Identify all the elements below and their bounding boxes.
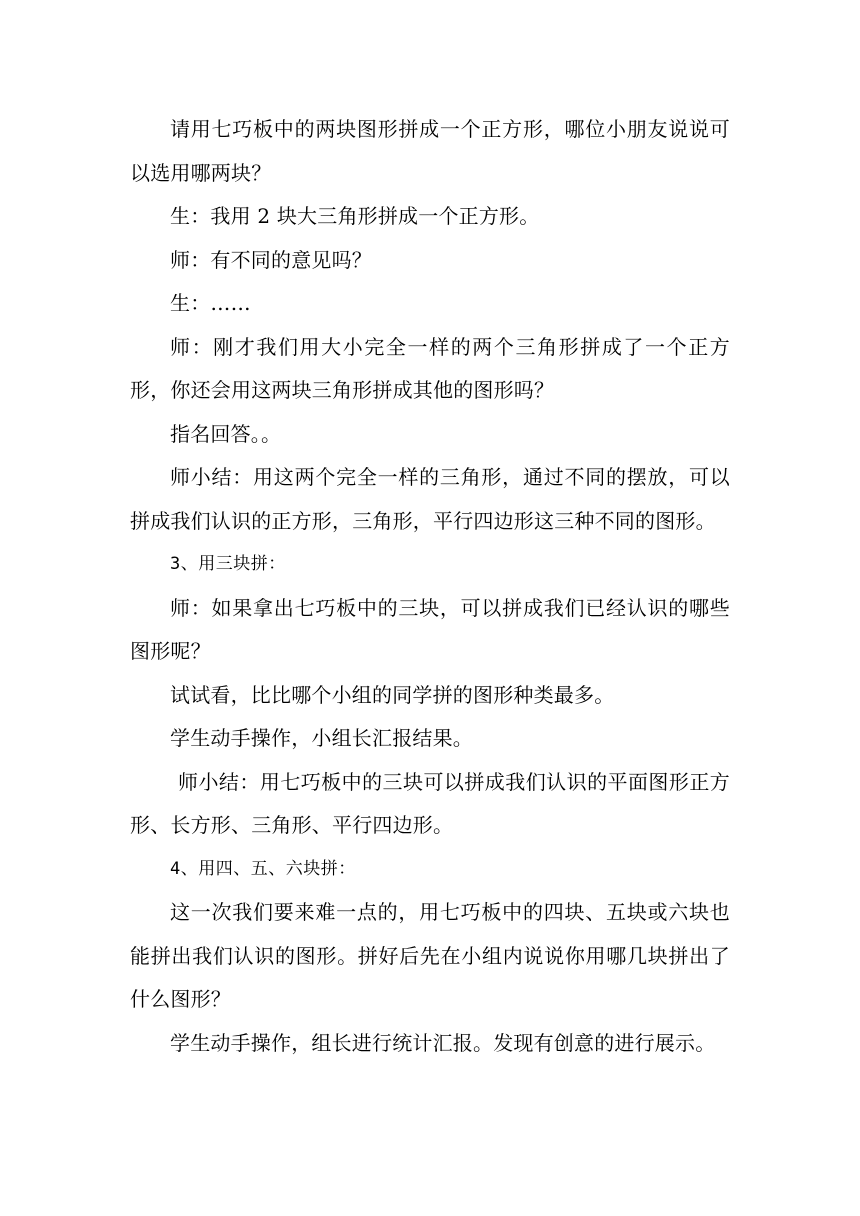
paragraph-question: 请用七巧板中的两块图形拼成一个正方形，哪位小朋友说说可以选用哪两块？ <box>130 117 730 185</box>
paragraph-student-answer-1: 生：我用 2 块大三角形拼成一个正方形。 <box>170 204 540 228</box>
paragraph-call-on: 指名回答。。 <box>170 421 282 446</box>
paragraph-student-answer-2: 生：…… <box>170 291 251 315</box>
document-body <box>130 108 730 1065</box>
section-heading-three-pieces: 3、用三块拼： <box>170 554 286 574</box>
paragraph-summary-2: 师小结：用七巧板中的三块可以拼成我们认识的平面图形正方形、长方形、三角形、平行四边形。 <box>130 769 730 837</box>
section-heading-four-five-six: 4、用四、五、六块拼： <box>170 858 356 879</box>
paragraph-teacher-ask-1: 师：有不同的意见吗？ <box>170 247 372 272</box>
paragraph-teacher-ask-3: 师：如果拿出七巧板中的三块，可以拼成我们已经认识的哪些图形呢？ <box>130 595 730 663</box>
paragraph-summary-1: 师小结：用这两个完全一样的三角形，通过不同的摆放，可以拼成我们认识的正方形，三角形，平行四边形这三种不同的图形。 <box>130 465 730 533</box>
paragraph-student-operate-2: 学生动手操作，组长进行统计汇报。发现有创意的进行展示。 <box>170 1030 716 1055</box>
paragraph-teacher-ask-2: 师：刚才我们用大小完全一样的两个三角形拼成了一个正方形，你还会用这两块三角形拼成其他的图形吗？ <box>130 334 730 402</box>
paragraph-try: 试试看，比比哪个小组的同学拼的图形种类最多。 <box>170 682 615 707</box>
paragraph-harder-task: 这一次我们要来难一点的，用七巧板中的四块、五块或六块也能拼出我们认识的图形。拼好后先在小组内说说你用哪几块拼出了什么图形？ <box>130 900 730 1011</box>
paragraph-student-operate-1: 学生动手操作，小组长汇报结果。 <box>170 726 473 750</box>
